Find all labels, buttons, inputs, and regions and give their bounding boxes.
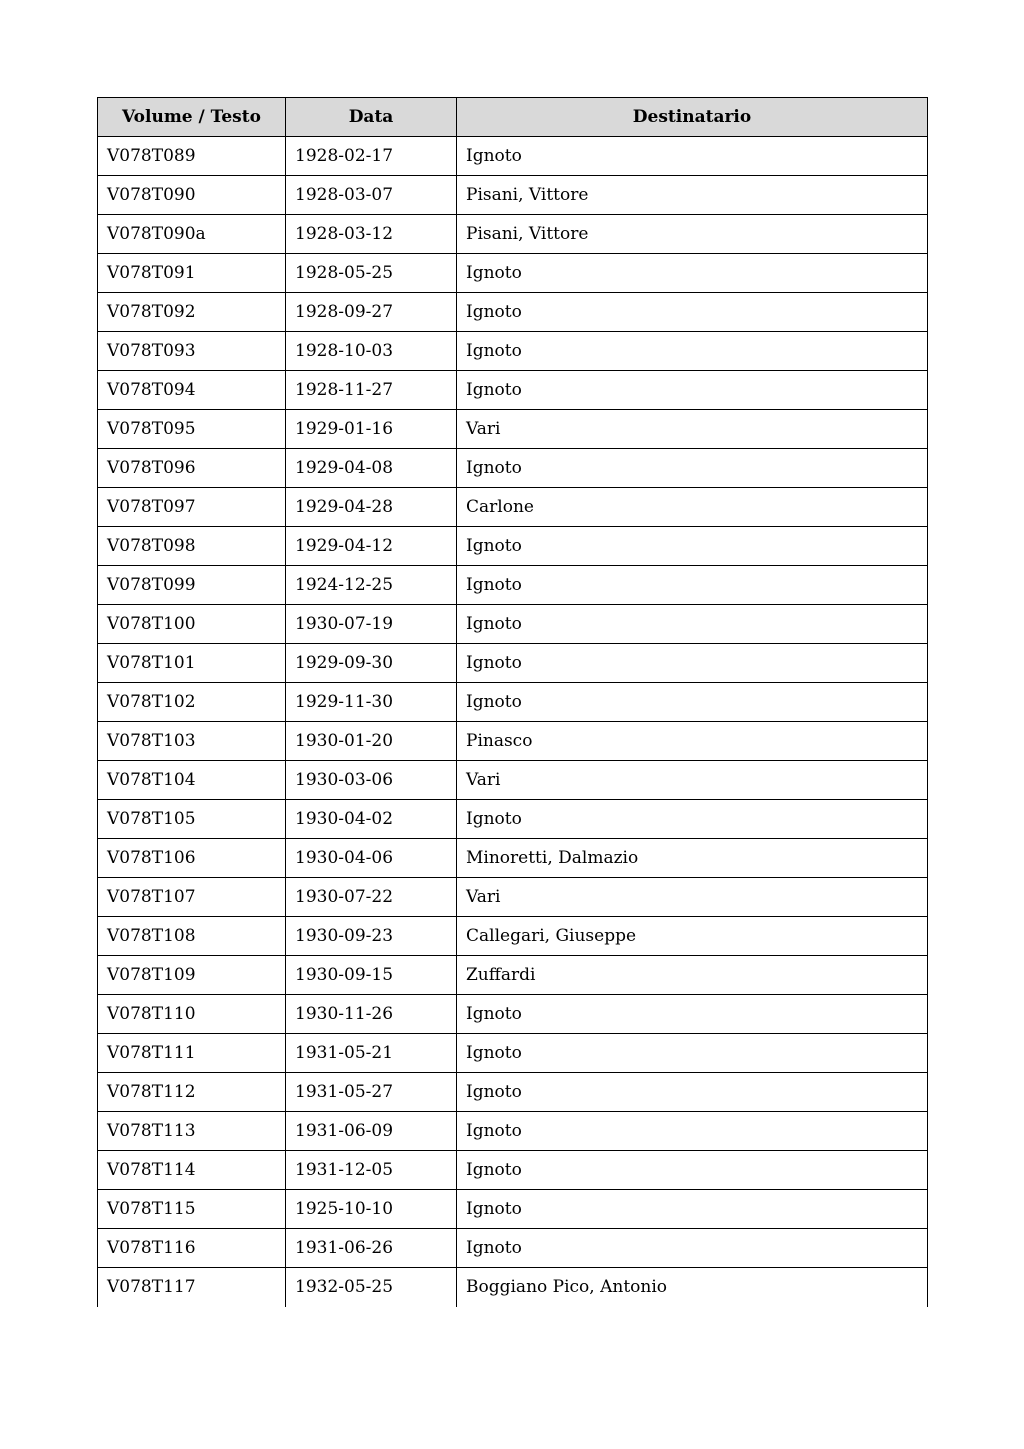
table-row	[98, 1034, 928, 1073]
table-row	[98, 722, 928, 761]
header-row	[98, 98, 928, 137]
cell-volume-testo: V078T106	[98, 839, 286, 878]
cell-destinatario: Pisani, Vittore	[457, 176, 928, 215]
cell-data: 1930-01-20	[286, 722, 457, 761]
cell-volume-testo: V078T109	[98, 956, 286, 995]
cell-destinatario: Pisani, Vittore	[457, 215, 928, 254]
cell-data: 1929-01-16	[286, 410, 457, 449]
cell-data: 1928-09-27	[286, 293, 457, 332]
header-volume-testo: Volume / Testo	[98, 98, 286, 137]
table-row	[98, 137, 928, 176]
cell-destinatario: Vari	[457, 761, 928, 800]
cell-destinatario: Ignoto	[457, 995, 928, 1034]
cell-destinatario: Ignoto	[457, 137, 928, 176]
table-row	[98, 1190, 928, 1229]
cell-volume-testo: V078T115	[98, 1190, 286, 1229]
table-row	[98, 332, 928, 371]
cell-volume-testo: V078T090a	[98, 215, 286, 254]
cell-data: 1928-10-03	[286, 332, 457, 371]
cell-data: 1931-06-09	[286, 1112, 457, 1151]
cell-data: 1928-03-07	[286, 176, 457, 215]
table-row	[98, 449, 928, 488]
table-row	[98, 176, 928, 215]
table-row	[98, 800, 928, 839]
table-header	[98, 98, 928, 137]
cell-destinatario: Ignoto	[457, 1190, 928, 1229]
cell-volume-testo: V078T104	[98, 761, 286, 800]
cell-destinatario: Carlone	[457, 488, 928, 527]
table-row	[98, 644, 928, 683]
table-row	[98, 878, 928, 917]
cell-volume-testo: V078T089	[98, 137, 286, 176]
cell-destinatario: Ignoto	[457, 293, 928, 332]
cell-destinatario: Ignoto	[457, 683, 928, 722]
cell-data: 1931-12-05	[286, 1151, 457, 1190]
cell-data: 1930-09-23	[286, 917, 457, 956]
cell-volume-testo: V078T113	[98, 1112, 286, 1151]
table-row	[98, 1112, 928, 1151]
table-row	[98, 761, 928, 800]
header-data: Data	[286, 98, 457, 137]
cell-destinatario: Ignoto	[457, 1229, 928, 1268]
cell-volume-testo: V078T098	[98, 527, 286, 566]
cell-destinatario: Callegari, Giuseppe	[457, 917, 928, 956]
cell-destinatario: Ignoto	[457, 800, 928, 839]
cell-destinatario: Ignoto	[457, 1112, 928, 1151]
table-row	[98, 956, 928, 995]
cell-volume-testo: V078T114	[98, 1151, 286, 1190]
cell-data: 1928-11-27	[286, 371, 457, 410]
cell-data: 1924-12-25	[286, 566, 457, 605]
cell-destinatario: Ignoto	[457, 605, 928, 644]
table-row	[98, 215, 928, 254]
cell-volume-testo: V078T092	[98, 293, 286, 332]
table-row	[98, 995, 928, 1034]
cell-destinatario: Ignoto	[457, 566, 928, 605]
cell-data: 1930-07-22	[286, 878, 457, 917]
cell-destinatario: Vari	[457, 410, 928, 449]
cell-destinatario: Ignoto	[457, 1073, 928, 1112]
table-row	[98, 917, 928, 956]
cell-data: 1931-05-21	[286, 1034, 457, 1073]
cell-data: 1930-11-26	[286, 995, 457, 1034]
cell-volume-testo: V078T108	[98, 917, 286, 956]
cell-destinatario: Ignoto	[457, 449, 928, 488]
cell-volume-testo: V078T099	[98, 566, 286, 605]
cell-data: 1929-04-12	[286, 527, 457, 566]
cell-volume-testo: V078T096	[98, 449, 286, 488]
cell-destinatario: Ignoto	[457, 332, 928, 371]
header-destinatario: Destinatario	[457, 98, 928, 137]
cell-volume-testo: V078T094	[98, 371, 286, 410]
cell-volume-testo: V078T100	[98, 605, 286, 644]
table-row	[98, 410, 928, 449]
cell-data: 1929-09-30	[286, 644, 457, 683]
cell-data: 1930-03-06	[286, 761, 457, 800]
table-body	[98, 137, 928, 1307]
table-row	[98, 1151, 928, 1190]
table-row	[98, 839, 928, 878]
letters-table	[97, 97, 928, 1307]
cell-destinatario: Ignoto	[457, 254, 928, 293]
cell-volume-testo: V078T097	[98, 488, 286, 527]
cell-volume-testo: V078T093	[98, 332, 286, 371]
cell-volume-testo: V078T102	[98, 683, 286, 722]
cell-data: 1930-07-19	[286, 605, 457, 644]
table-row	[98, 293, 928, 332]
cell-destinatario: Boggiano Pico, Antonio	[457, 1268, 928, 1307]
cell-volume-testo: V078T107	[98, 878, 286, 917]
cell-volume-testo: V078T103	[98, 722, 286, 761]
cell-volume-testo: V078T112	[98, 1073, 286, 1112]
cell-destinatario: Ignoto	[457, 1151, 928, 1190]
cell-destinatario: Ignoto	[457, 527, 928, 566]
cell-data: 1930-04-06	[286, 839, 457, 878]
cell-volume-testo: V078T101	[98, 644, 286, 683]
cell-data: 1932-05-25	[286, 1268, 457, 1307]
cell-data: 1930-09-15	[286, 956, 457, 995]
cell-data: 1928-03-12	[286, 215, 457, 254]
table-row	[98, 1073, 928, 1112]
cell-volume-testo: V078T105	[98, 800, 286, 839]
cell-data: 1925-10-10	[286, 1190, 457, 1229]
table-row	[98, 488, 928, 527]
cell-volume-testo: V078T090	[98, 176, 286, 215]
table-row	[98, 371, 928, 410]
table-row	[98, 1268, 928, 1307]
cell-volume-testo: V078T116	[98, 1229, 286, 1268]
cell-volume-testo: V078T095	[98, 410, 286, 449]
cell-data: 1929-11-30	[286, 683, 457, 722]
cell-data: 1928-02-17	[286, 137, 457, 176]
cell-destinatario: Pinasco	[457, 722, 928, 761]
cell-destinatario: Minoretti, Dalmazio	[457, 839, 928, 878]
table-row	[98, 1229, 928, 1268]
cell-data: 1928-05-25	[286, 254, 457, 293]
cell-volume-testo: V078T110	[98, 995, 286, 1034]
cell-volume-testo: V078T117	[98, 1268, 286, 1307]
cell-volume-testo: V078T111	[98, 1034, 286, 1073]
table-row	[98, 683, 928, 722]
cell-data: 1929-04-08	[286, 449, 457, 488]
cell-destinatario: Ignoto	[457, 644, 928, 683]
cell-destinatario: Ignoto	[457, 1034, 928, 1073]
cell-data: 1930-04-02	[286, 800, 457, 839]
cell-destinatario: Zuffardi	[457, 956, 928, 995]
cell-data: 1929-04-28	[286, 488, 457, 527]
cell-destinatario: Ignoto	[457, 371, 928, 410]
table-row	[98, 254, 928, 293]
table-row	[98, 527, 928, 566]
cell-destinatario: Vari	[457, 878, 928, 917]
cell-data: 1931-06-26	[286, 1229, 457, 1268]
table-row	[98, 566, 928, 605]
cell-data: 1931-05-27	[286, 1073, 457, 1112]
table-row	[98, 605, 928, 644]
cell-volume-testo: V078T091	[98, 254, 286, 293]
